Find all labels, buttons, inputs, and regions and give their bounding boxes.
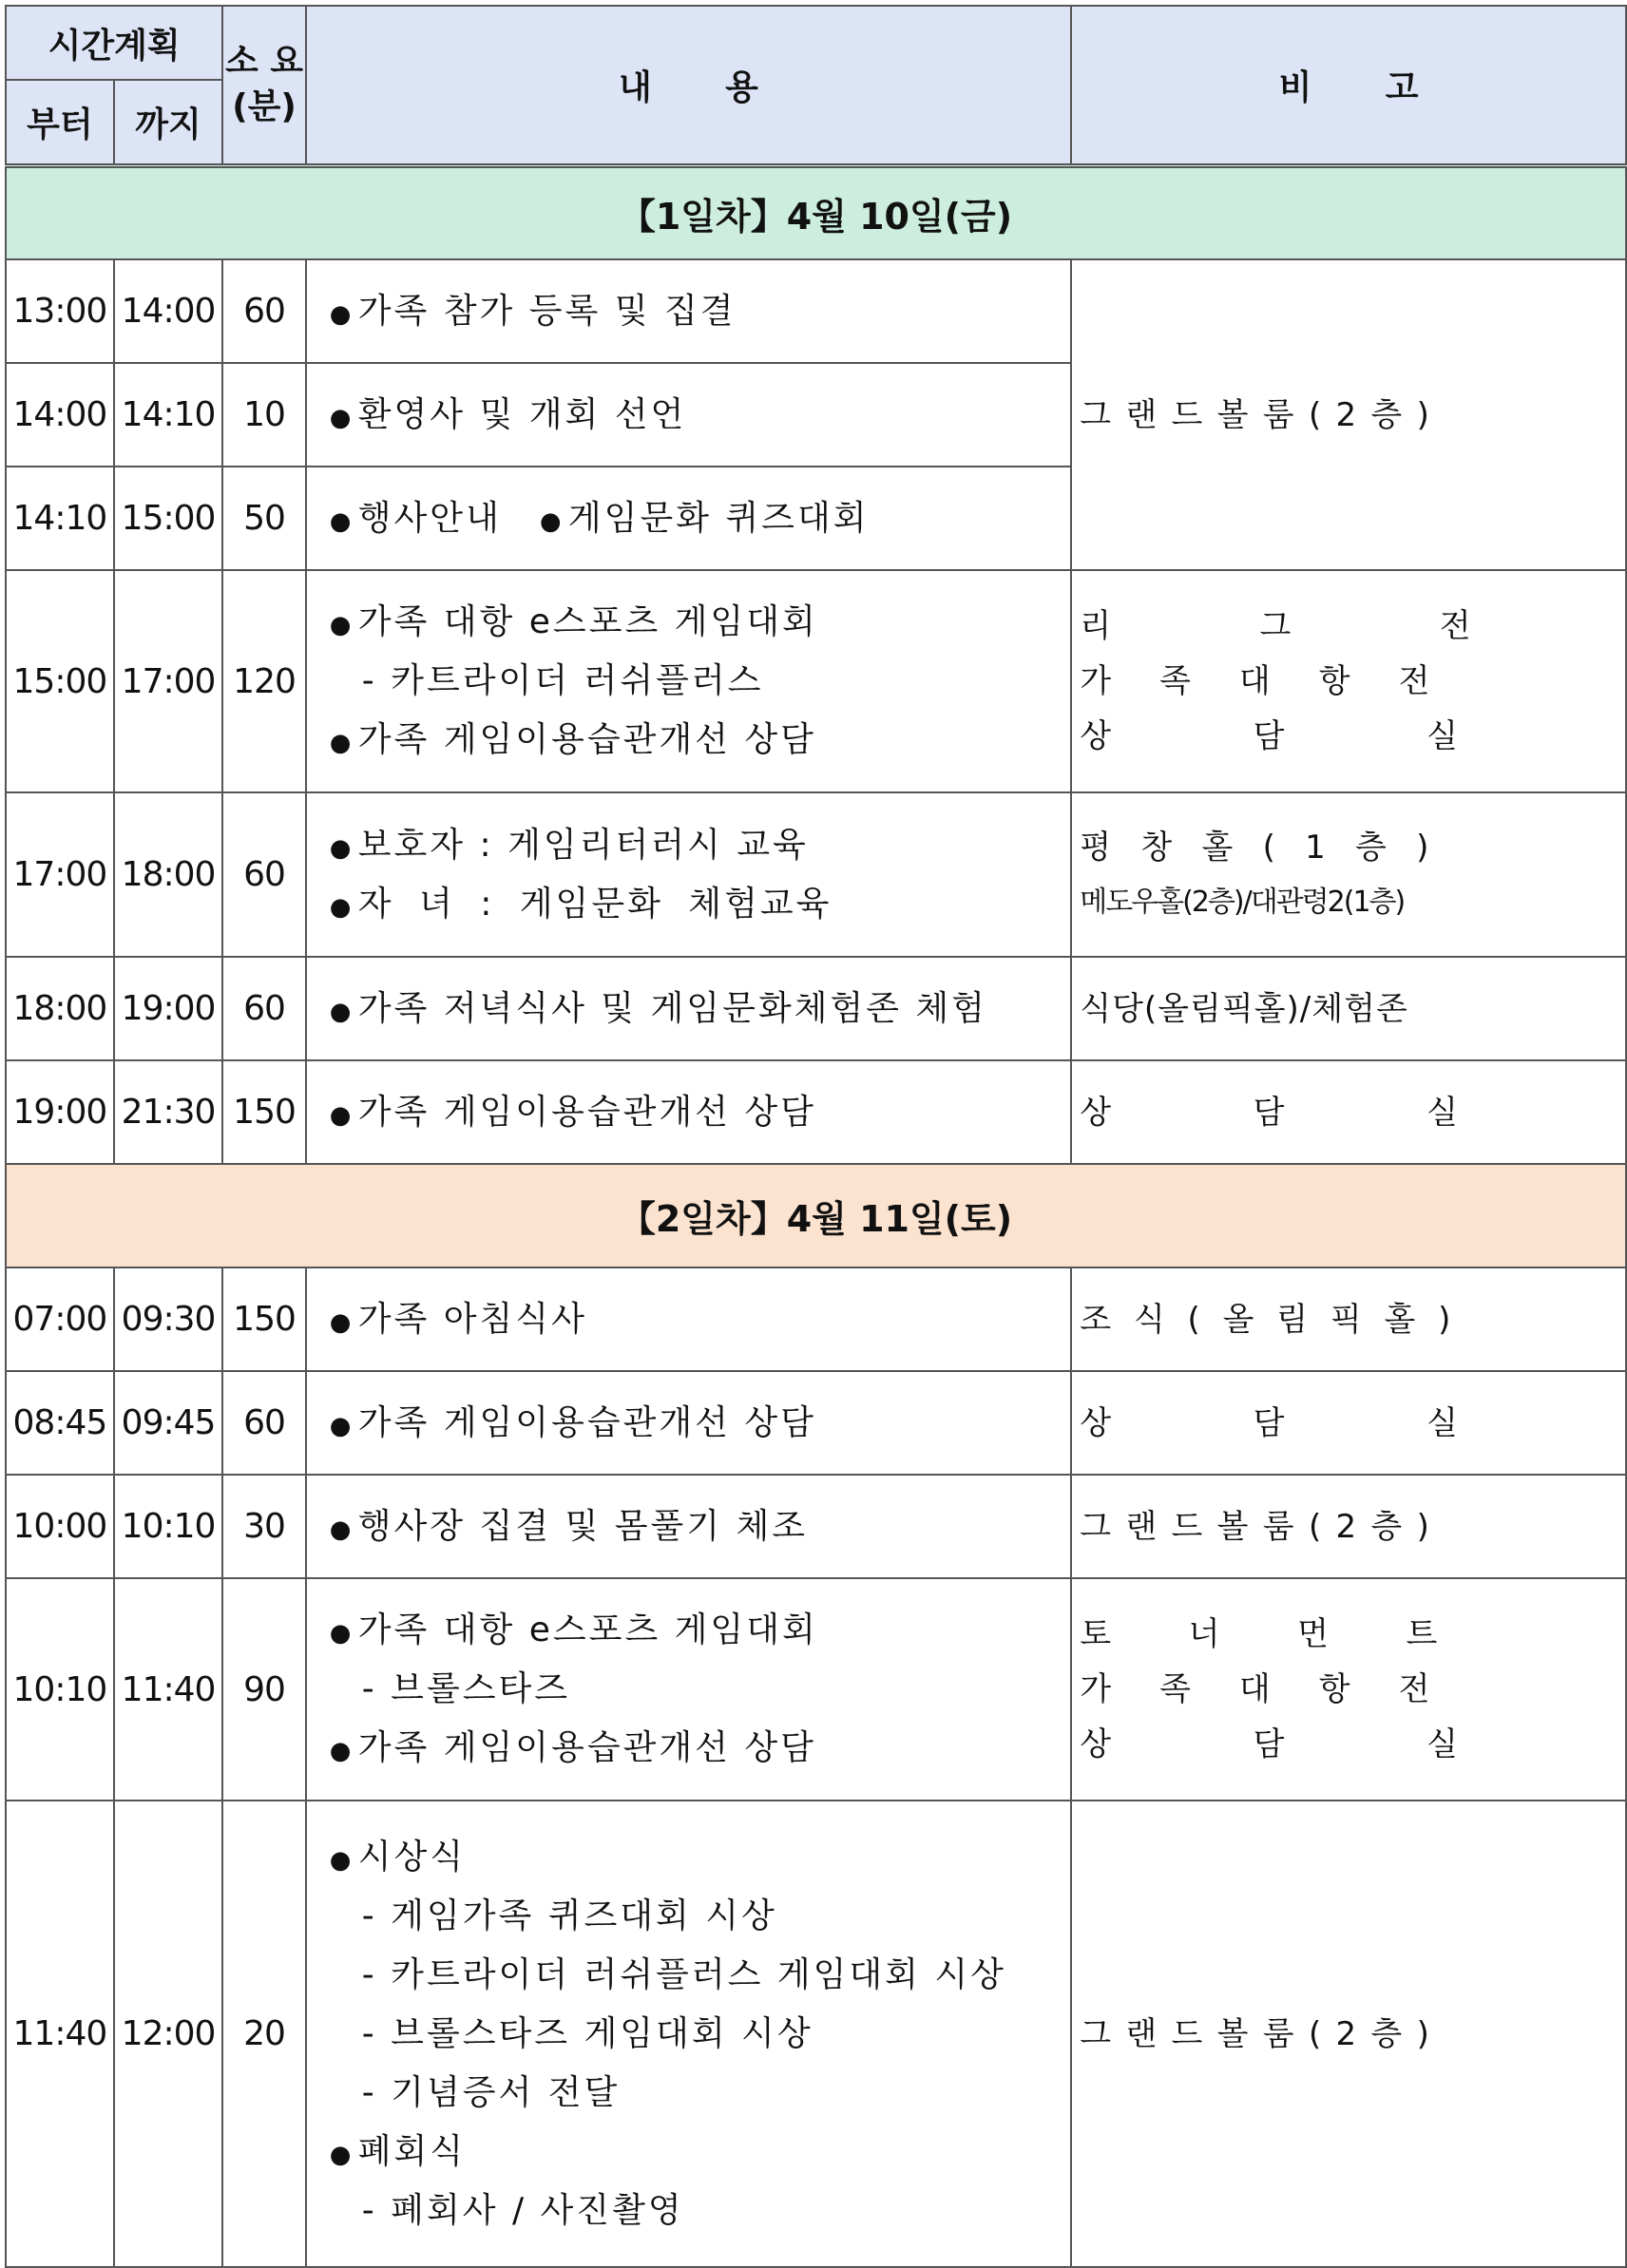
bullet-icon: ● — [539, 506, 565, 536]
time-from: 13:00 — [6, 259, 114, 363]
remark-cell — [1071, 957, 1626, 1060]
remark-cell — [1071, 570, 1626, 792]
content-cell — [306, 792, 1071, 957]
day2-title: 【2일차】4월 11일(토) — [6, 1164, 1626, 1267]
header-duration-line2: (분) — [232, 87, 297, 127]
time-from: 07:00 — [6, 1267, 114, 1371]
content-line: 가족 게임이용습관개선 상담 — [357, 1402, 816, 1442]
bullet-icon: ● — [329, 1515, 354, 1544]
remark-line — [1080, 1662, 1619, 1717]
remark-line — [1080, 1717, 1619, 1772]
duration: 60 — [222, 259, 305, 363]
bullet-icon: ● — [329, 997, 354, 1026]
remark-cell — [1071, 259, 1626, 570]
bullet-icon: ● — [329, 1411, 354, 1440]
content-cell — [306, 467, 1071, 570]
time-to: 21:30 — [114, 1060, 223, 1164]
duration: 150 — [222, 1060, 305, 1164]
content-cell — [306, 1475, 1071, 1578]
header-remarks-label: 비 고 — [1278, 67, 1449, 107]
time-from: 19:00 — [6, 1060, 114, 1164]
bullet-icon: ● — [329, 1737, 354, 1765]
content-line: 가족 저녁식사 및 게임문화체험존 체험 — [357, 988, 987, 1028]
content-cell — [306, 259, 1071, 363]
bullet-icon: ● — [329, 833, 354, 863]
header-time-plan: 시간계획 — [6, 6, 222, 80]
remark-text: 상담실 — [1080, 1403, 1600, 1442]
content-cell — [306, 1060, 1071, 1164]
header-from: 부터 — [6, 80, 114, 165]
remark-text: 조식(올림픽홀) — [1080, 1300, 1474, 1339]
time-to: 09:45 — [114, 1371, 223, 1475]
time-from: 15:00 — [6, 570, 114, 792]
remark-line — [1080, 709, 1619, 764]
content-line: 가족 대항 e스포츠 게임대회 — [357, 1610, 818, 1649]
content-cell — [306, 1578, 1071, 1801]
remark-line — [1080, 820, 1619, 875]
time-to: 11:40 — [114, 1578, 223, 1801]
content-line: 자 녀 : 게임문화 체험교육 — [357, 884, 833, 924]
header-remarks — [1071, 6, 1626, 165]
remark-text: 평창홀(1층) — [1080, 828, 1459, 867]
remark-cell — [1071, 1371, 1626, 1475]
duration: 10 — [222, 363, 305, 467]
content-line: - 카트라이더 러쉬플러스 — [361, 661, 764, 700]
remark-line — [1080, 1499, 1619, 1554]
time-to: 09:30 — [114, 1267, 223, 1371]
bullet-icon: ● — [329, 729, 354, 757]
header-content-label: 내 용 — [619, 67, 790, 107]
content-line: - 게임가족 퀴즈대회 시상 — [361, 1896, 777, 1935]
bullet-icon: ● — [329, 1619, 354, 1648]
time-to: 12:00 — [114, 1801, 223, 2267]
content-line: 가족 대항 e스포츠 게임대회 — [357, 602, 818, 641]
content-line: 가족 참가 등록 및 집결 — [357, 291, 737, 331]
bullet-icon: ● — [329, 1307, 354, 1337]
bullet-icon: ● — [329, 506, 354, 536]
header-duration-line1: 소 요 — [224, 42, 304, 82]
remark-text: 그랜드볼룸(2층) — [1080, 2014, 1445, 2053]
remark-cell — [1071, 1267, 1626, 1371]
time-to: 14:10 — [114, 363, 223, 467]
bullet-icon: ● — [329, 1845, 354, 1875]
remark-line — [1080, 1607, 1619, 1662]
remark-text: 그랜드볼룸(2층) — [1080, 395, 1445, 434]
content-line: 가족 게임이용습관개선 상담 — [357, 720, 816, 759]
duration: 90 — [222, 1578, 305, 1801]
remark-text: 상담실 — [1080, 1093, 1600, 1132]
header-duration — [222, 6, 305, 165]
remark-text: 상담실 — [1080, 717, 1600, 755]
header-content — [306, 6, 1071, 165]
duration: 20 — [222, 1801, 305, 2267]
remark-line — [1080, 654, 1619, 709]
bullet-icon: ● — [329, 611, 354, 639]
remark-line — [1080, 1292, 1619, 1347]
duration: 60 — [222, 1371, 305, 1475]
content-cell — [306, 1267, 1071, 1371]
remark-text: 가족대항전 — [1080, 662, 1479, 700]
time-from: 14:10 — [6, 467, 114, 570]
remark-cell — [1071, 1475, 1626, 1578]
time-from: 14:00 — [6, 363, 114, 467]
remark-line — [1080, 388, 1619, 443]
remark-text: 식당(올림픽홀)/체험존 — [1080, 989, 1408, 1028]
remark-text: 그랜드볼룸(2층) — [1080, 1507, 1445, 1546]
time-to: 17:00 — [114, 570, 223, 792]
bullet-icon: ● — [329, 1100, 354, 1130]
content-cell — [306, 1801, 1071, 2267]
content-line: 가족 게임이용습관개선 상담 — [357, 1728, 816, 1767]
time-to: 19:00 — [114, 957, 223, 1060]
remark-text: 리그전 — [1080, 607, 1619, 645]
remark-cell — [1071, 1578, 1626, 1801]
content-line: - 브롤스타즈 — [361, 1669, 571, 1708]
time-from: 11:40 — [6, 1801, 114, 2267]
content-line: 시상식 — [357, 1837, 467, 1877]
time-to: 18:00 — [114, 792, 223, 957]
duration: 60 — [222, 792, 305, 957]
schedule-table — [5, 5, 1627, 2268]
content-cell — [306, 1371, 1071, 1475]
remark-text: 메도우홀(2층)/대관령2(1층) — [1080, 885, 1405, 919]
time-from: 17:00 — [6, 792, 114, 957]
content-line: 행사장 집결 및 몸풀기 체조 — [357, 1506, 809, 1546]
content-line: - 브롤스타즈 게임대회 시상 — [361, 2013, 814, 2053]
bullet-icon: ● — [329, 2140, 354, 2169]
duration: 150 — [222, 1267, 305, 1371]
content-line: - 기념증서 전달 — [361, 2072, 621, 2112]
remark-line — [1080, 1085, 1619, 1140]
content-line: 게임문화 퀴즈대회 — [567, 498, 870, 538]
content-line: - 카트라이더 러쉬플러스 게임대회 시상 — [361, 1954, 1006, 1994]
remark-line — [1080, 2007, 1619, 2062]
bullet-icon: ● — [329, 299, 354, 329]
remark-line — [1080, 1396, 1619, 1451]
remark-text: 가족대항전 — [1080, 1670, 1479, 1708]
day1-title: 【1일차】4월 10일(금) — [6, 165, 1626, 259]
content-line: 가족 아침식사 — [357, 1299, 587, 1339]
time-to: 15:00 — [114, 467, 223, 570]
duration: 120 — [222, 570, 305, 792]
remark-line — [1080, 982, 1619, 1037]
content-line: 가족 게임이용습관개선 상담 — [357, 1092, 816, 1132]
remark-cell — [1071, 1801, 1626, 2267]
remark-text: 토너먼트 — [1080, 1615, 1515, 1653]
duration: 30 — [222, 1475, 305, 1578]
duration: 60 — [222, 957, 305, 1060]
time-from: 10:10 — [6, 1578, 114, 1801]
remark-cell — [1071, 1060, 1626, 1164]
remark-text: 상담실 — [1080, 1725, 1600, 1763]
time-to: 10:10 — [114, 1475, 223, 1578]
bullet-icon: ● — [329, 892, 354, 922]
remark-cell — [1071, 792, 1626, 957]
bullet-icon: ● — [329, 403, 354, 432]
content-line: 행사안내 — [357, 498, 502, 538]
content-line: 보호자 : 게임리터러시 교육 — [357, 825, 809, 865]
duration: 50 — [222, 467, 305, 570]
header-to: 까지 — [114, 80, 223, 165]
time-from: 18:00 — [6, 957, 114, 1060]
remark-line — [1080, 599, 1619, 654]
content-cell — [306, 957, 1071, 1060]
time-from: 10:00 — [6, 1475, 114, 1578]
time-from: 08:45 — [6, 1371, 114, 1475]
remark-line — [1080, 875, 1619, 930]
content-line: - 폐회사 / 사진촬영 — [361, 2190, 684, 2230]
content-cell — [306, 570, 1071, 792]
time-to: 14:00 — [114, 259, 223, 363]
content-line: 폐회식 — [357, 2131, 467, 2171]
content-cell — [306, 363, 1071, 467]
content-line: 환영사 및 개회 선언 — [357, 394, 687, 434]
